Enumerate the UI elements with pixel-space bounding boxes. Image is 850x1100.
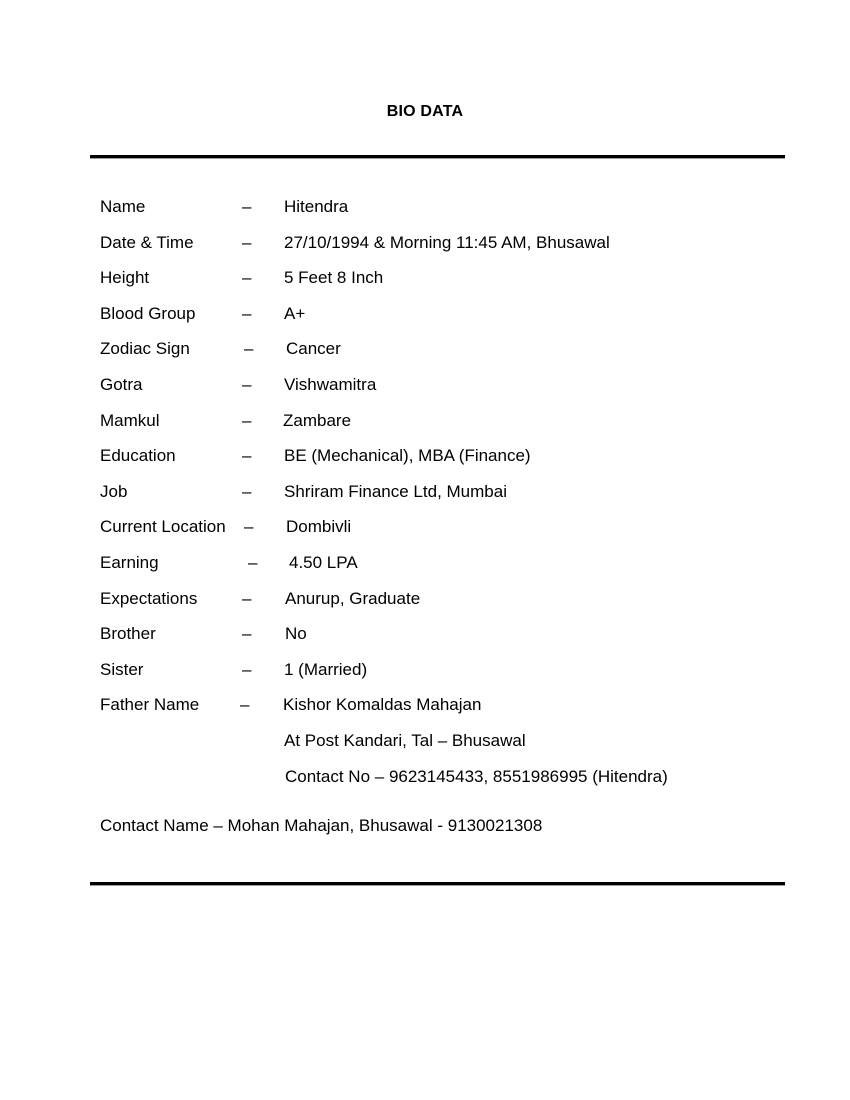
field-value: 4.50 LPA bbox=[289, 552, 358, 572]
field-dash: – bbox=[242, 374, 252, 394]
field-dash: – bbox=[248, 552, 258, 572]
field-dash: – bbox=[244, 517, 254, 537]
field-value: BE (Mechanical), MBA (Finance) bbox=[284, 446, 531, 466]
field-dash: – bbox=[242, 446, 252, 466]
field-label: Height bbox=[100, 268, 150, 288]
field-row-sister bbox=[100, 659, 800, 695]
field-row-gotra bbox=[100, 374, 800, 410]
field-dash: – bbox=[242, 268, 252, 288]
field-label: Earning bbox=[100, 552, 159, 572]
field-value: Dombivli bbox=[286, 517, 352, 537]
contact-name-line: Contact Name – Mohan Mahajan, Bhusawal - 9130021308 bbox=[100, 816, 543, 835]
field-label: Job bbox=[100, 481, 128, 501]
field-row-brother bbox=[100, 623, 800, 659]
field-row-height bbox=[100, 267, 800, 303]
field-label: Mamkul bbox=[100, 410, 160, 430]
field-dash: – bbox=[242, 481, 252, 501]
field-row-blood-group bbox=[100, 303, 800, 339]
field-label: Sister bbox=[100, 659, 144, 679]
father-contact-row bbox=[100, 766, 800, 802]
field-dash: – bbox=[242, 232, 252, 252]
field-row-zodiac-sign bbox=[100, 338, 800, 374]
field-dash: – bbox=[242, 588, 252, 608]
field-value: Shriram Finance Ltd, Mumbai bbox=[284, 481, 507, 501]
field-value: Vishwamitra bbox=[284, 374, 377, 394]
field-dash: – bbox=[242, 624, 252, 644]
field-row-current-location bbox=[100, 516, 800, 552]
field-label: Father Name bbox=[100, 695, 200, 715]
field-label: Blood Group bbox=[100, 303, 196, 323]
field-label: Expectations bbox=[100, 588, 198, 608]
page-title: BIO DATA bbox=[386, 103, 464, 120]
field-value: 1 (Married) bbox=[284, 659, 368, 679]
biodata-fields bbox=[100, 196, 800, 801]
field-row-date-time bbox=[100, 232, 800, 268]
field-label: Name bbox=[100, 197, 146, 216]
field-value: No bbox=[285, 624, 307, 644]
field-row-mamkul bbox=[100, 410, 800, 446]
father-contact: Contact No – 9623145433, 8551986995 (Hitendra) bbox=[285, 766, 668, 786]
father-address: At Post Kandari, Tal – Bhusawal bbox=[284, 730, 526, 750]
field-row-father-name bbox=[100, 694, 800, 730]
field-dash: – bbox=[242, 659, 252, 679]
field-row-expectations bbox=[100, 588, 800, 624]
top-divider bbox=[90, 155, 785, 158]
field-dash: – bbox=[244, 339, 254, 359]
field-dash: – bbox=[242, 197, 252, 216]
field-row-name bbox=[100, 196, 800, 232]
field-value: Zambare bbox=[283, 410, 352, 430]
field-value: 27/10/1994 & Morning 11:45 AM, Bhusawal bbox=[284, 232, 610, 252]
field-label: Date & Time bbox=[100, 232, 194, 252]
field-label: Current Location bbox=[100, 517, 226, 537]
bottom-divider bbox=[90, 882, 785, 885]
field-row-job bbox=[100, 481, 800, 517]
field-value: Hitendra bbox=[284, 197, 349, 216]
field-value: A+ bbox=[284, 303, 306, 323]
field-dash: – bbox=[242, 303, 252, 323]
field-label: Zodiac Sign bbox=[100, 339, 190, 359]
field-row-earning bbox=[100, 552, 800, 588]
field-value: 5 Feet 8 Inch bbox=[284, 268, 384, 288]
field-label: Gotra bbox=[100, 374, 143, 394]
field-value: Cancer bbox=[286, 339, 341, 359]
field-row-education bbox=[100, 445, 800, 481]
father-address-row bbox=[100, 730, 800, 766]
field-dash: – bbox=[240, 695, 250, 715]
field-label: Brother bbox=[100, 624, 156, 644]
field-value: Kishor Komaldas Mahajan bbox=[283, 695, 482, 715]
field-dash: – bbox=[242, 410, 252, 430]
field-value: Anurup, Graduate bbox=[285, 588, 421, 608]
field-label: Education bbox=[100, 446, 176, 466]
